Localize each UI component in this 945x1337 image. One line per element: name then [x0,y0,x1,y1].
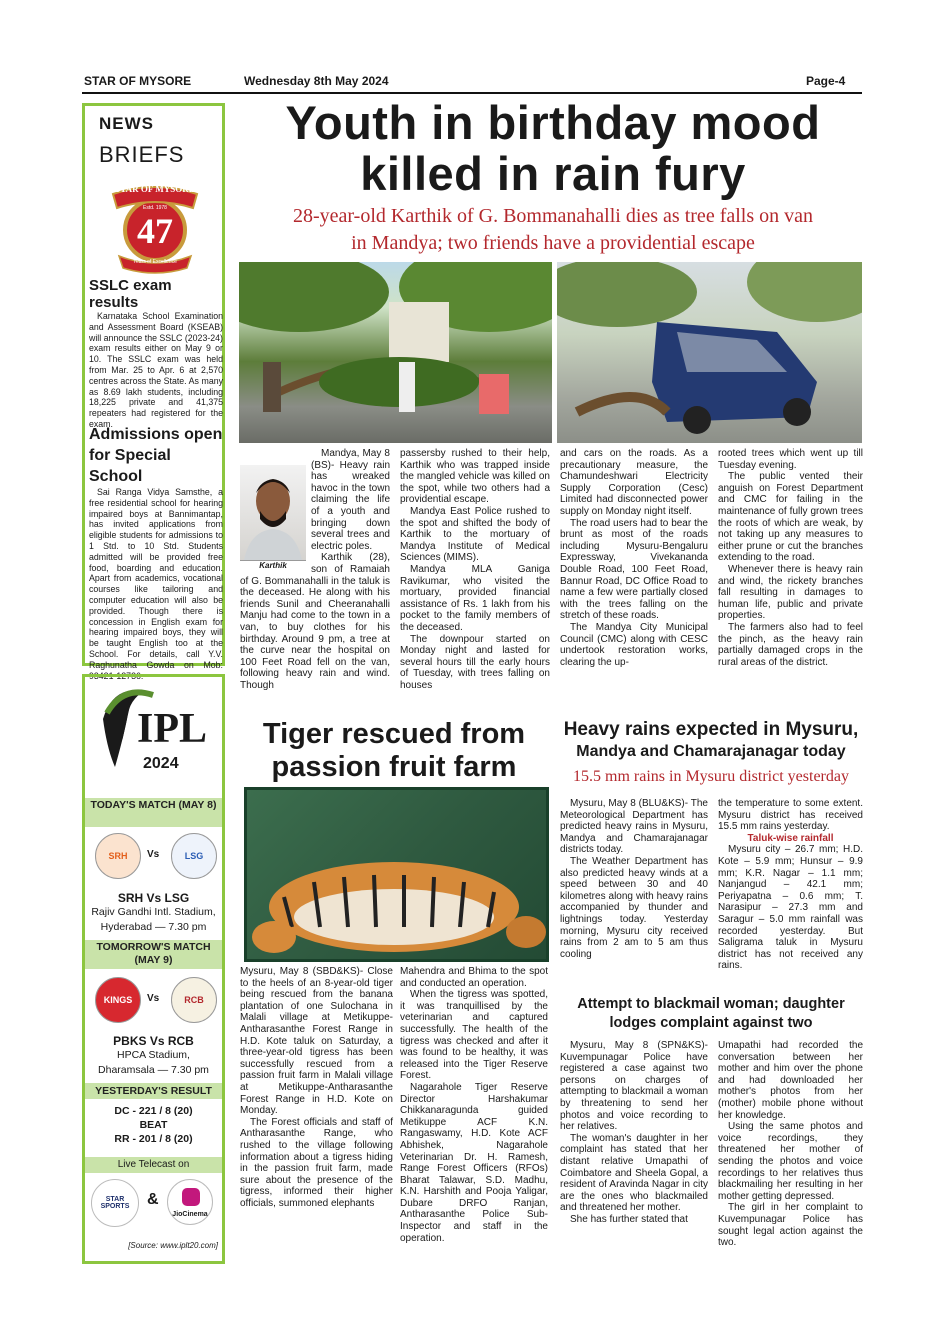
result-rr: RR - 201 / 8 (20) [114,1133,193,1145]
jiocinema-icon [182,1188,200,1206]
blackmail-col1-p2: The woman's daughter in her complaint has stated that her distant relative Umapathi of Coimbatore and Sheela Gopal, a resident of Aravinda Nagar in city are the ones who blackmailed and threatened her mother. [560,1132,708,1214]
lead-subheadline [236,203,870,257]
ipl-year: 2024 [143,755,179,772]
brief-admissions [89,424,223,681]
rain-headline [557,718,865,762]
rcb-logo: RCB [171,977,217,1023]
blackmail-col1-p1: Mysuru, May 8 (SPN&KS)- Kuvempunagar Police have registered a case against two persons on charges of attempting to blackmail a woman by threatening to send her photos and voice recording to her relatives. [560,1040,708,1133]
fallen-tree-photo [239,262,552,443]
star-of-mysore-47-logo [107,178,203,274]
blackmail-col2-p3: The girl in her complaint to Kuvempunagar Police has sought legal action against the two. [718,1202,863,1249]
rain-headline-line2: Mandya and Chamarajanagar today [576,743,846,760]
result-beat: BEAT [139,1119,168,1131]
rain-col2-p1: the temperature to some extent. Mysuru district has received 15.5 mm rains yesterday. [718,798,863,833]
lead-subhead-line1: 28-year-old Karthik of G. Bommanahalli dies as tree falls on van [293,205,813,227]
logo-name: STAR OF MYSORE [115,184,195,194]
tomorrows-match-city: Dharamsala — 7.30 pm [98,1064,209,1076]
todays-match-label: TODAY'S MATCH (MAY 8) [85,798,222,827]
todays-match-teams [93,833,217,883]
lead-col2-p1: passersby rushed to their help, Karthik who was trapped inside the mangled vehicle was killed on the spot, while two others had a providential escape. [400,448,550,506]
todays-match-city: Hyderabad — 7.30 pm [100,921,207,933]
taluk-rainfall-label: Taluk-wise rainfall [747,832,834,844]
tiger-col1 [240,966,393,1209]
logo-tagline: Years of Excellence [133,259,177,265]
vs-label: Vs [147,849,160,860]
tomorrows-match-label: TOMORROW'S MATCH (MAY 9) [85,940,222,969]
lead-col3-p2: The road users had to bear the brunt as most of the roads including Mysuru-Bengaluru Expressway, Vivekananda Double Road, 100 Feet Road, Bannur Road, DC Office Road to name a few were partially closed with the trees falling on the stretch of these roads. [560,517,708,622]
blackmail-headline-line1: Attempt to blackmail woman; daughter [577,996,845,1012]
ampersand: & [147,1191,159,1208]
vs-label: Vs [147,993,160,1004]
lead-col3 [560,448,708,668]
news-label: NEWS [99,114,154,133]
lead-col1-rest: Karthik (28), son of Ramaiah of G. Bommanahalli in the taluk is the deceased. He along with his friends Sunil and Cheeranahalli Manju had come to the town in a van, to buy clothes for his birthday. Around 9 pm, a tree at the curve near the hospital on 100 Feet Road fell on the van, following heavy rain and wind. Though [240,552,390,691]
logo-estd: Estd. 1978 [143,205,167,211]
lead-col1-intro: Mandya, May 8 (BS)- Heavy rain has wreaked havoc in the town claiming the life of a youth and bringing down several trees and electric poles. [311,448,390,552]
tiger-col2-p1: Mahendra and Bhima to the spot and conducted an operation. [400,966,548,989]
rain-col2 [718,798,863,972]
srh-logo: SRH [95,833,141,879]
lead-col1 [240,448,390,710]
tiger-col2-p2: When the tigress was spotted, it was tranquillised by the veterinarian and captured successfully. The health of the tigress was checked and after it was found to be healthy, it was released into the Tiger Reserve Forest. [400,989,548,1082]
blackmail-col2-p2: Using the same photos and voice recordings, they threatened her mother of sending the photos and voice recordings to her relatives thus blackmailing her resulting in her mother getting depressed. [718,1121,863,1202]
tomorrows-match-teams [93,977,217,1029]
tiger-col2 [400,966,548,1244]
lead-col1-text [240,448,390,691]
briefs-label: BRIEFS [99,142,185,167]
todays-match-title: SRH Vs LSG [117,891,190,905]
lead-col2-p2: Mandya East Police rushed to the spot and shifted the body of Karthik to the mortuary of Mandya Institute of Medical Sciences (MIMS). [400,505,550,564]
lead-col2-p3: Mandya MLA Ganiga Ravikumar, who visited the mortuary, provided financial assistance of Rs. 1 lakh from his pocket to the family members of the deceased. [400,563,550,633]
ipl-logo-text: IPL [137,706,208,752]
lsg-logo: LSG [171,833,217,879]
lead-col4 [718,448,863,668]
source-note: [Source: www.iplt20.com] [128,1241,218,1250]
star-sports-logo: STAR SPORTS [91,1179,139,1227]
rain-col1 [560,798,708,960]
header-rule [82,92,862,94]
tiger-col1-p2: The Forest officials and staff of Antharasanthe Range, who rushed to the village following information about a tigress hiding in the passion fruit farm, made sure about the presence of the tigress, informed their higher officials, summoned elephants [240,1116,393,1209]
todays-match-venue: Rajiv Gandhi Intl. Stadium, [91,906,216,918]
result-dc: DC - 221 / 8 (20) [114,1105,193,1117]
lead-headline [236,97,870,199]
ipl-box [82,674,225,1264]
brief-sslc-text: Karnataka School Examination and Assessment Board (KSEAB) will announce the SSLC (2023-24) exam results either on May 9 or 10. The SSLC exam was held from Mar. 25 to Apr. 6 at 2,570 centres across the State. As many as 8.69 lakh students, including 18,225 private and 41,375 repeaters had registered for the exam. [89,311,223,429]
tigress-photo [244,787,549,962]
tiger-col2-p3: Nagarahole Tiger Reserve Director Harshakumar Chikkanaragunda guided Metikuppe ACF K.N. Rangaswamy, H.D. Kote ACF Abhishek, Nagarahole Veterinarian Dr. H. Ramesh, Range Forest Officers (RFOs) Bharat Talawar, S.D. Madhu, K.N. Harshith and Pooja Yaligar, Dubare DRFO Ranjan, Antharasanthe Police Sub-Inspector and staff in the operation. [400,1081,548,1244]
yesterdays-result-label: YESTERDAY'S RESULT [85,1083,222,1099]
brief-sslc [89,277,223,430]
blackmail-headline-line2: lodges complaint against two [609,1015,813,1031]
tomorrows-match-title: PBKS Vs RCB [113,1034,194,1048]
lead-headline-line1: Youth in birthday mood [285,96,821,149]
tiger-headline-line1: Tiger rescued from [262,718,526,750]
lead-col4-p4: The farmers also had to feel the pinch, as the heavy rain partially damaged crops in the rural areas of the district. [718,621,863,668]
lead-col2-p4: The downpour started on Monday night and lasted for several hours till the early hours of Tuesday, with trees falling on houses [400,633,550,691]
lead-headline-line2: killed in rain fury [360,147,746,200]
news-briefs-box [82,103,225,681]
page-number: Page-4 [806,74,846,88]
blackmail-col1-p3: She has further stated that [570,1213,688,1225]
rain-headline-line1: Heavy rains expected in Mysuru, [563,719,859,740]
rain-col2-p2: Mysuru city – 26.7 mm; H.D. Kote – 5.9 mm; Hunsur – 9.9 mm; K.R. Nagar – 1.1 mm; Nanjangud – 42.1 mm; Periyapatna – 0.6 mm; T. Narasipur – 27.3 mm and Saragur – 5.0 mm rainfall was recorded yesterday. But Saligrama taluk in Mysuru district has not received any rains. [718,844,863,972]
issue-date: Wednesday 8th May 2024 [244,74,389,88]
tiger-headline [240,718,548,784]
brief-admissions-title: Admissions open for Special School [89,426,223,485]
blackmail-col2-p1: Umapathi had recorded the conversation between her mother and him over the phone and had downloaded her mother's photos from her (mother) mobile phone without her knowledge. [718,1040,863,1121]
tomorrows-match-venue: HPCA Stadium, [117,1049,190,1061]
rain-col1-p2: The Weather Department has also predicted heavy winds at a speed between 30 and 40 kilometres along with heavy rains accompanied by thunder and lightnings today. Yesterday morning, Mysuru city received rains from 2 am to 5 am thus cooling [560,855,708,960]
karthik-caption: Karthik [240,560,306,570]
lead-col4-p2: The public vented their anguish on Forest Department and CMC for failing in the maintenance of fully grown trees the roots of which are weak, by not taking up any measures to either prune or cut the branches extending to the road. [718,471,863,564]
lead-col4-p1: rooted trees which went up till Tuesday evening. [718,448,863,471]
lead-col2 [400,448,550,691]
lead-col4-p3: Whenever there is heavy rain and wind, the rickety branches fall resulting in damages to human life, public and private properties. [718,563,863,622]
rain-subheadline: 15.5 mm rains in Mysuru district yesterday [573,768,849,785]
crushed-van-photo [557,262,862,443]
lead-col3-p3: The Mandya City Municipal Council (CMC) along with CESC undertook restoration works, clearing the up- [560,621,708,668]
logo-number: 47 [137,211,173,251]
tiger-headline-line2: passion fruit farm [271,751,517,783]
blackmail-col2 [718,1040,863,1249]
newspaper-name: STAR OF MYSORE [84,74,192,88]
brief-sslc-title: SSLC exam results [89,277,172,311]
blackmail-headline [557,995,865,1033]
live-telecast-label: Live Telecast on [85,1157,222,1173]
blackmail-col1 [560,1040,708,1226]
ipl-logo [93,679,213,775]
lead-col3-p1: and cars on the roads. As a precautionary measure, the Chamundeshwari Electricity Supply Corporation (Cesc) Limited had disconnected power supply on Monday night itself. [560,448,708,517]
pbks-logo: KINGS [95,977,141,1023]
lead-subhead-line2: in Mandya; two friends have a providential escape [351,232,755,254]
tiger-col1-p1: Mysuru, May 8 (SBD&KS)- Close to the heels of an 8-year-old tiger being rescued from the banana plantation of one Sulochana in Malali village at Metikuppe-Antharasanthe Forest Range in H.D. Kote taluk on Saturday, a three-year-old tigress has been successfully rescued from a passion fruit farm in Malali village at Metikuppe-Antharasanthe Forest Range in H.D. Kote on Monday. [240,966,393,1117]
rain-col1-p1: Mysuru, May 8 (BLU&KS)- The Meteorological Department has predicted heavy rains in Mysuru, Mandya and Chamarajanagar districts today. [560,798,708,856]
jiocinema-logo: JioCinema [167,1179,213,1225]
yesterdays-result [85,1104,222,1146]
brief-admissions-text: Sai Ranga Vidya Samsthe, a free residential school for hearing impaired boys at Bannimantap, has invited applications from eligible students for admissions to 1 Std. to 10 Std. Students admitted will be provided free food, boarding and education. Apart from academics, vocational courses like tailoring and computer education will also be provided. Though there is concession in English exam for hearing impaired boys, they will be taught English too at the School. For details, call Y.V. Raghunatha Gowda on Mob: 93421-12736. [89,487,223,681]
